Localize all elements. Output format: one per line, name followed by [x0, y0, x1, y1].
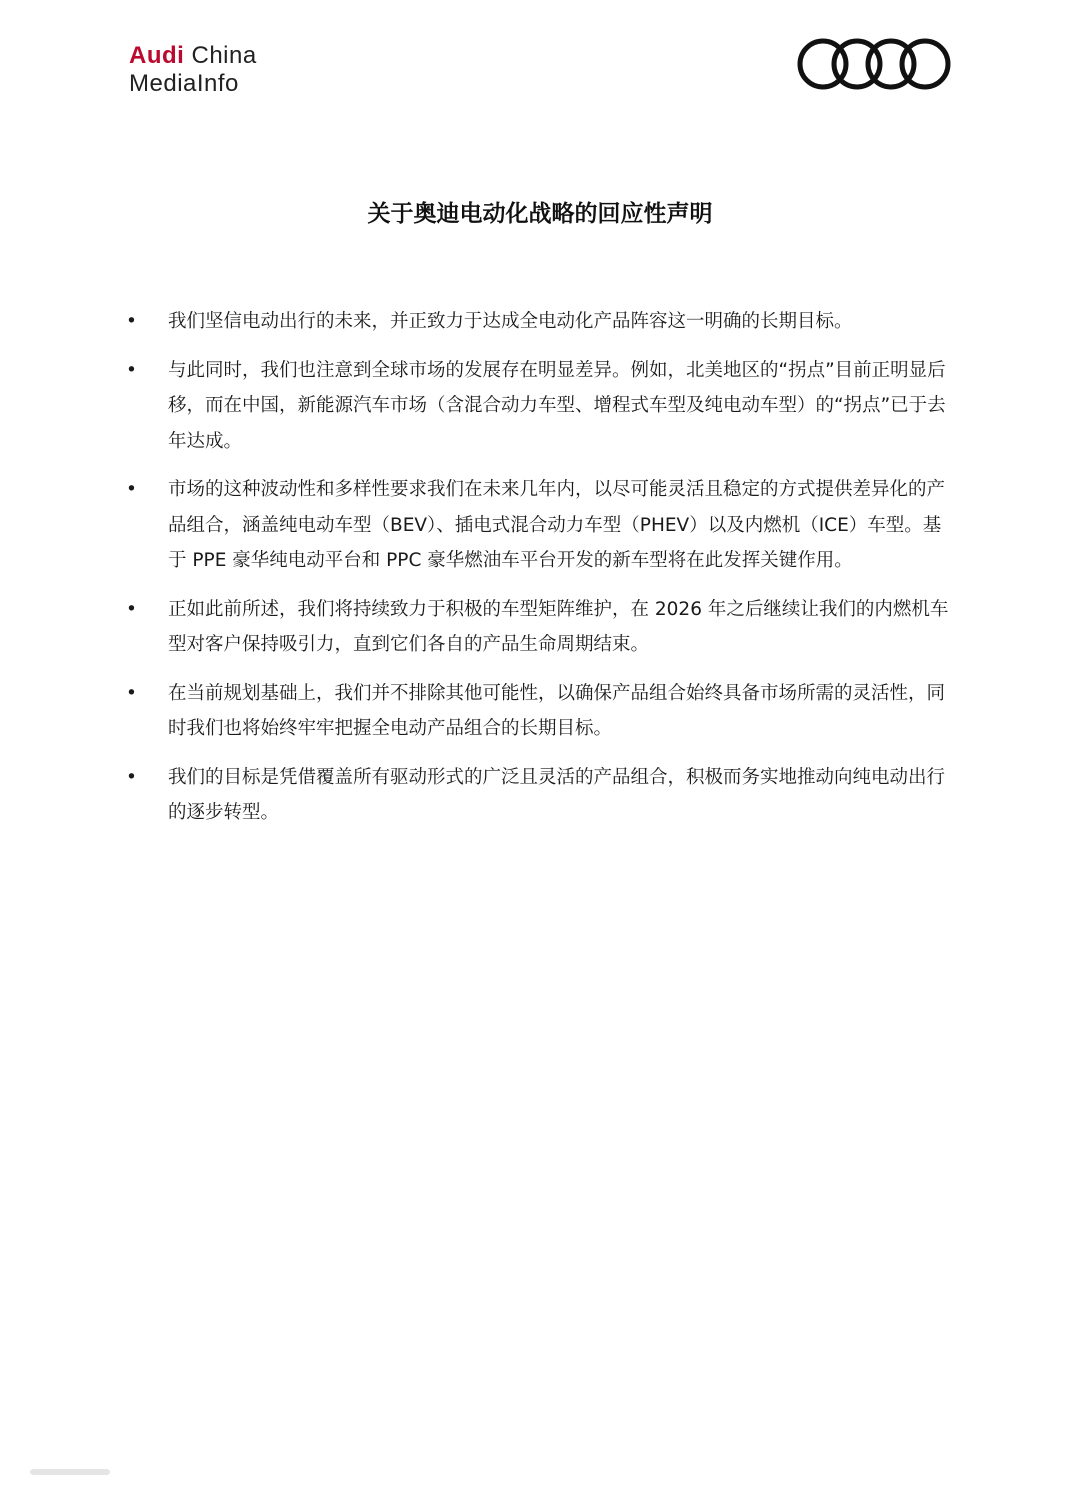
- list-item: [124, 592, 956, 663]
- statement-list: [124, 304, 956, 844]
- list-item-text: 我们的目标是凭借覆盖所有驱动形式的广泛且灵活的产品组合，积极而务实地推动向纯电动出行的逐步转型。: [168, 766, 946, 823]
- list-item-text: 我们坚信电动出行的未来，并正致力于达成全电动化产品阵容这一明确的长期目标。: [168, 311, 853, 332]
- bullet-icon: •: [126, 766, 137, 788]
- audi-rings-icon: [796, 36, 952, 92]
- list-item: [124, 760, 956, 831]
- bullet-icon: •: [126, 682, 137, 704]
- page-header: [0, 0, 1080, 130]
- bullet-icon: •: [126, 479, 137, 500]
- bullet-icon: •: [126, 311, 137, 332]
- list-item: [124, 676, 956, 747]
- brand-audi: Audi: [129, 42, 185, 69]
- watermark-icon: [30, 1464, 110, 1480]
- brand-wordmark: [129, 42, 257, 98]
- bullet-icon: •: [126, 598, 137, 620]
- list-item-text: 正如此前所述，我们将持续致力于积极的车型矩阵维护，在 2026 年之后继续让我们的内燃机车型对客户保持吸引力，直到它们各自的产品生命周期结束。: [168, 598, 949, 655]
- list-item: [124, 304, 956, 340]
- list-item-text: 市场的这种波动性和多样性要求我们在未来几年内，以尽可能灵活且稳定的方式提供差异化的产品组合，涵盖纯电动车型（BEV）、插电式混合动力车型（PHEV）以及内燃机（ICE）车型。基于 PPE 豪华纯电动平台和 PPC 豪华燃油车平台开发的新车型将在此发挥关键作用。: [168, 479, 946, 571]
- list-item: [124, 353, 956, 460]
- bullet-icon: •: [126, 359, 137, 381]
- document-title: 关于奥迪电动化战略的回应性声明: [367, 201, 713, 227]
- list-item-text: 与此同时，我们也注意到全球市场的发展存在明显差异。例如，北美地区的“拐点”目前正明显后移，而在中国，新能源汽车市场（含混合动力车型、增程式车型及纯电动车型）的“拐点”已于去年达成。: [168, 359, 946, 452]
- brand-china: China: [191, 42, 257, 69]
- list-item-text: 在当前规划基础上，我们并不排除其他可能性，以确保产品组合始终具备市场所需的灵活性，同时我们也将始终牢牢把握全电动产品组合的长期目标。: [168, 682, 946, 739]
- list-item: [124, 472, 956, 579]
- brand-mediainfo: MediaInfo: [129, 70, 239, 97]
